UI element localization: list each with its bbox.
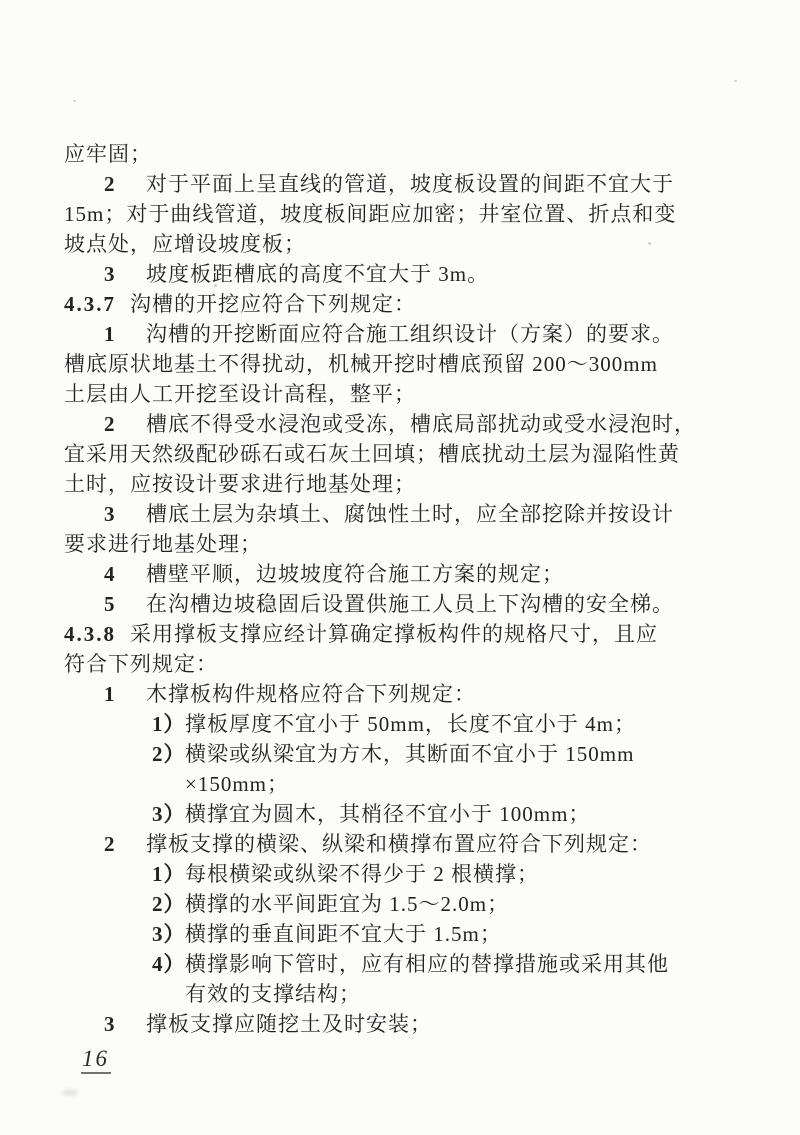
item-number: 2 (104, 412, 116, 436)
text-line (64, 319, 724, 349)
line-text: ×150mm； (185, 772, 290, 796)
item-number: 3） (152, 922, 186, 946)
text-line (64, 259, 724, 289)
text-line (64, 769, 724, 799)
text-line (64, 679, 724, 709)
item-number: 1） (152, 712, 186, 736)
line-text: 土时，应按设计要求进行地基处理； (64, 472, 416, 496)
page-number: 16 (81, 1046, 111, 1074)
item-number: 2 (104, 832, 116, 856)
text-line (64, 439, 724, 469)
line-text: 符合下列规定： (64, 652, 218, 676)
text-line (64, 979, 724, 1009)
line-text: 横撑宜为圆木，其梢径不宜小于 100mm； (185, 802, 591, 826)
text-line (64, 919, 724, 949)
text-line (64, 499, 724, 529)
line-text: 槽底土层为杂填土、腐蚀性土时，应全部挖除并按设计 (146, 502, 674, 526)
line-text: 槽壁平顺，边坡坡度符合施工方案的规定； (146, 562, 564, 586)
line-text: 在沟槽边坡稳固后设置供施工人员上下沟槽的安全梯。 (146, 592, 674, 616)
line-text: 横撑影响下管时，应有相应的替撑措施或采用其他 (185, 952, 669, 976)
item-number: 2 (104, 172, 116, 196)
text-line (64, 589, 724, 619)
item-number: 3） (152, 802, 186, 826)
text-line (64, 889, 724, 919)
item-number: 4） (152, 952, 186, 976)
text-line (64, 379, 724, 409)
line-text: 土层由人工开挖至设计高程，整平； (64, 382, 416, 406)
text-line (64, 709, 724, 739)
scan-speck (734, 80, 737, 82)
item-number: 5 (104, 592, 116, 616)
line-text: 对于平面上呈直线的管道，坡度板设置的间距不宜大于 (146, 172, 674, 196)
line-text: 有效的支撑结构； (185, 982, 361, 1006)
line-text: 采用撑板支撑应经计算确定撑板构件的规格尺寸，且应 (130, 622, 658, 646)
item-number: 1 (104, 682, 116, 706)
item-number: 2） (152, 892, 186, 916)
line-text: 应牢固； (64, 142, 152, 166)
line-text: 槽底不得受水浸泡或受冻，槽底局部扰动或受水浸泡时， (146, 412, 696, 436)
clause-number: 4.3.8 (64, 622, 116, 646)
scan-smudge (62, 1090, 78, 1095)
clause-number: 4.3.7 (64, 292, 116, 316)
item-number: 3 (104, 502, 116, 526)
line-text: 撑板支撑的横梁、纵梁和横撑布置应符合下列规定： (146, 832, 652, 856)
clause-heading-line (64, 289, 724, 319)
text-line (64, 829, 724, 859)
line-text: 撑板厚度不宜小于 50mm，长度不宜小于 4m； (185, 712, 637, 736)
line-text: 横撑的垂直间距不宜大于 1.5m； (185, 922, 502, 946)
line-text: 15m；对于曲线管道，坡度板间距应加密；井室位置、折点和变 (64, 202, 677, 226)
item-number: 3 (104, 262, 116, 286)
line-text: 每根横梁或纵梁不得少于 2 根横撑； (185, 862, 539, 886)
line-text: 沟槽的开挖断面应符合施工组织设计（方案）的要求。 (146, 322, 674, 346)
item-number: 1 (104, 322, 116, 346)
body-text-block (64, 139, 724, 1039)
item-number: 2） (152, 742, 186, 766)
line-text: 木撑板构件规格应符合下列规定： (146, 682, 476, 706)
text-line (64, 229, 724, 259)
clause-heading-line (64, 619, 724, 649)
text-line (64, 1009, 724, 1039)
text-line (64, 199, 724, 229)
item-number: 3 (104, 1012, 116, 1036)
text-line (64, 739, 724, 769)
scan-speck (73, 100, 76, 102)
text-line (64, 949, 724, 979)
line-text: 坡点处，应增设坡度板； (64, 232, 306, 256)
text-line (64, 409, 724, 439)
line-text: 要求进行地基处理； (64, 532, 262, 556)
text-line (64, 139, 724, 169)
item-number: 4 (104, 562, 116, 586)
line-text: 横撑的水平间距宜为 1.5～2.0m； (185, 892, 510, 916)
text-line (64, 529, 724, 559)
line-text: 横梁或纵梁宜为方木，其断面不宜小于 150mm (185, 742, 635, 766)
line-text: 宜采用天然级配砂砾石或石灰土回填；槽底扰动土层为湿陷性黄 (64, 442, 680, 466)
text-line (64, 559, 724, 589)
line-text: 撑板支撑应随挖土及时安装； (146, 1012, 432, 1036)
line-text: 沟槽的开挖应符合下列规定： (130, 292, 416, 316)
text-line (64, 169, 724, 199)
line-text: 坡度板距槽底的高度不宜大于 3m。 (146, 262, 490, 286)
text-line (64, 349, 724, 379)
text-line (64, 859, 724, 889)
line-text: 槽底原状地基土不得扰动，机械开挖时槽底预留 200～300mm (64, 352, 658, 376)
text-line (64, 649, 724, 679)
item-number: 1） (152, 862, 186, 886)
text-line (64, 469, 724, 499)
text-line (64, 799, 724, 829)
